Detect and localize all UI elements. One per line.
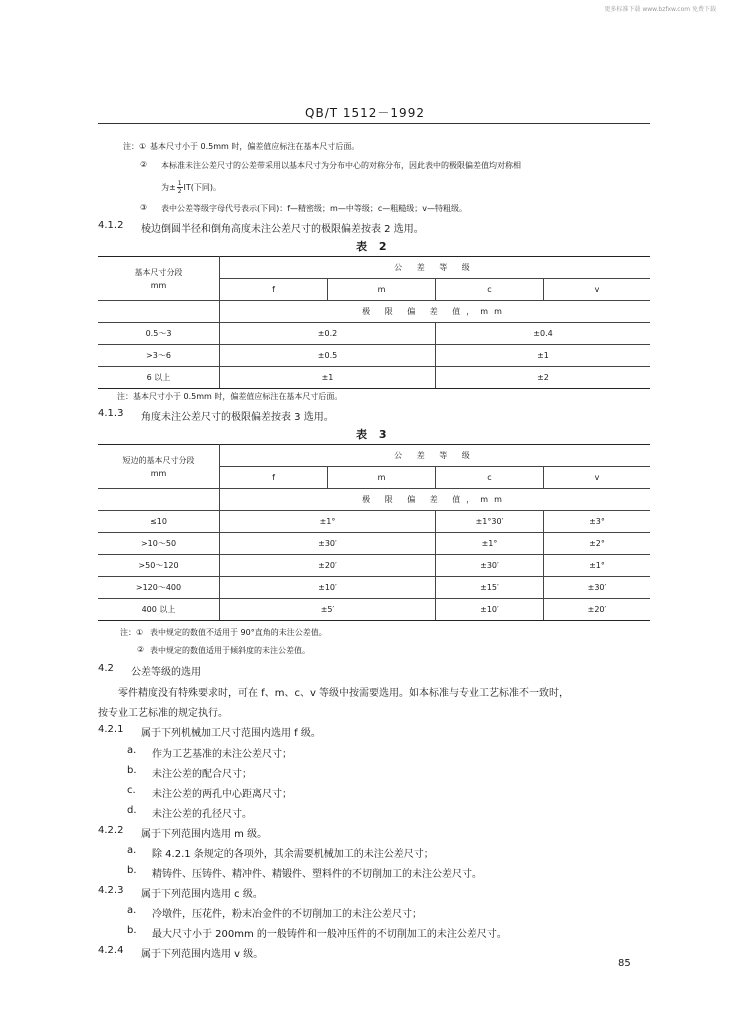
note-2: 本标准未注公差尺寸的公差带采用以基本尺寸为分布中心的对称分布，因此表中的极限偏差值均对称相 [161, 161, 521, 170]
one-half-fraction: $\frac{1}{2}$ [177, 180, 182, 195]
table-2-cv-value: ±0.4 [436, 323, 651, 345]
table-3-c-value: ±1° [436, 533, 544, 555]
table-3-range: >120～400 [98, 577, 220, 599]
section-4-2-3-number: 4.2.3 [98, 885, 124, 896]
table-3-v-value: ±30′ [544, 577, 651, 599]
list-item-marker: a. [127, 745, 137, 756]
table-3-grade-header: 公 差 等 级 [220, 445, 651, 467]
table-2 [98, 256, 650, 389]
section-4-1-3-number: 4.1.3 [98, 408, 124, 419]
header-rule [98, 123, 650, 124]
list-item: 精铸件、压铸件、精冲件、精锻件、塑料件的不切削加工的未注公差尺寸。 [152, 869, 482, 880]
table-3-fm-value: ±10′ [220, 577, 436, 599]
table-3-range: 400 以上 [98, 599, 220, 621]
table-3-note-2: 表中规定的数值适用于倾斜度的未注公差值。 [150, 646, 310, 655]
section-4-2-3-text: 属于下列范围内选用 c 级。 [141, 889, 263, 900]
list-item-marker: b. [127, 865, 137, 876]
table-3-note-1: 表中规定的数值不适用于 90°直角的未注公差值。 [150, 628, 327, 637]
section-4-2-1-text: 属于下列机械加工尺寸范围内选用 f 级。 [141, 728, 321, 739]
table-3-column-header: 短边的基本尺寸分段 mm [98, 445, 220, 489]
table-2-grade-header: 公 差 等 级 [220, 257, 651, 279]
section-4-2-title: 公差等级的选用 [131, 667, 201, 678]
note-2-marker: ② [140, 160, 148, 169]
list-item-marker: b. [127, 765, 137, 776]
section-4-1-3-text: 角度未注公差尺寸的极限偏差按表 3 选用。 [141, 412, 334, 423]
table-3-note-2-marker: ② [137, 645, 145, 654]
section-4-2-paragraph-line-2: 按专业工艺标准的规定执行。 [98, 708, 228, 719]
list-item: 除 4.2.1 条规定的各项外，其余需要机械加工的未注公差尺寸； [152, 849, 434, 860]
note-2-continued [161, 180, 221, 195]
table-3-grade-c: c [436, 467, 544, 489]
standard-number-header: QB/T 1512－1992 [305, 106, 425, 120]
table-3-v-value: ±20′ [544, 599, 651, 621]
table-2-grade-c: c [436, 279, 544, 301]
page-number: 85 [618, 958, 631, 969]
table-2-grade-v: v [544, 279, 651, 301]
note-1: 基本尺寸小于 0.5mm 时，偏差值应标注在基本尺寸后面。 [150, 142, 360, 151]
table-3-c-value: ±15′ [436, 577, 544, 599]
watermark: 更多标准下载 www.bzfxw.com 免费下载 [604, 6, 716, 13]
list-item-marker: a. [127, 905, 137, 916]
table-3-grade-f: f [220, 467, 328, 489]
table-2-range: 6 以上 [98, 367, 220, 389]
section-4-2-paragraph-line-1: 零件精度没有特殊要求时，可在 f、m、c、v 等级中按需要选用。如本标准与专业工艺标准不一致时， [118, 688, 570, 699]
table-2-cv-value: ±2 [436, 367, 651, 389]
section-4-1-2-number: 4.1.2 [98, 220, 124, 231]
table-2-range: 0.5～3 [98, 323, 220, 345]
section-4-1-2-text: 棱边倒圆半径和倒角高度未注公差尺寸的极限偏差按表 2 选用。 [141, 224, 424, 235]
table-2-empty-cell [98, 301, 220, 323]
section-4-2-2-number: 4.2.2 [98, 825, 124, 836]
table-2-fm-value: ±1 [220, 367, 436, 389]
table-2-fm-value: ±0.2 [220, 323, 436, 345]
table-2-fm-value: ±0.5 [220, 345, 436, 367]
table-3-caption: 表 3 [356, 428, 391, 441]
list-item: 冷墩件，压花件，粉末冶金件的不切削加工的未注公差尺寸； [152, 909, 422, 920]
table-2-caption: 表 2 [356, 240, 391, 253]
note-1-lead: 注：① [123, 142, 147, 151]
note-2-pre: 为± [161, 183, 176, 192]
table-2-grade-f: f [220, 279, 328, 301]
section-4-2-4-text: 属于下列范围内选用 v 级。 [141, 949, 264, 960]
table-2-column-header: 基本尺寸分段 mm [98, 257, 220, 301]
list-item: 未注公差的孔径尺寸。 [152, 809, 252, 820]
table-3-v-value: ±3° [544, 511, 651, 533]
table-2-grade-m: m [328, 279, 436, 301]
note-3-marker: ③ [140, 203, 148, 212]
section-4-2-4-number: 4.2.4 [98, 945, 124, 956]
list-item-marker: a. [127, 845, 137, 856]
table-3-fm-value: ±30′ [220, 533, 436, 555]
section-4-2-1-number: 4.2.1 [98, 724, 124, 735]
table-2-note: 注：基本尺寸小于 0.5mm 时，偏差值应标注在基本尺寸后面。 [117, 392, 343, 401]
table-3-fm-value: ±1° [220, 511, 436, 533]
table-3-empty-cell [98, 489, 220, 511]
table-3-grade-v: v [544, 467, 651, 489]
list-item-marker: c. [127, 785, 136, 796]
table-2-deviation-header: 极 限 偏 差 值，mm [220, 301, 651, 323]
list-item: 最大尺寸小于 200mm 的一般铸件和一般冲压件的不切削加工的未注公差尺寸。 [152, 929, 507, 940]
list-item: 未注公差的配合尺寸； [152, 769, 252, 780]
note-3: 表中公差等级字母代号表示(下同)：f—精密级；m—中等级；c—粗糙级；v—特粗级。 [161, 204, 467, 213]
table-3-v-value: ±2° [544, 533, 651, 555]
table-3-c-value: ±10′ [436, 599, 544, 621]
table-3-range: >10～50 [98, 533, 220, 555]
section-4-2-number: 4.2 [98, 663, 114, 674]
table-3-fm-value: ±20′ [220, 555, 436, 577]
note-2-post: IT(下同)。 [183, 183, 222, 192]
list-item-marker: b. [127, 925, 137, 936]
table-3 [98, 444, 650, 621]
table-3-range: >50～120 [98, 555, 220, 577]
list-item: 作为工艺基准的未注公差尺寸； [152, 749, 292, 760]
table-3-range: ≤10 [98, 511, 220, 533]
table-3-note-1-lead: 注：① [120, 628, 144, 637]
table-2-cv-value: ±1 [436, 345, 651, 367]
table-3-deviation-header: 极 限 偏 差 值，mm [220, 489, 651, 511]
table-3-v-value: ±1° [544, 555, 651, 577]
section-4-2-2-text: 属于下列范围内选用 m 级。 [141, 829, 268, 840]
table-3-fm-value: ±5′ [220, 599, 436, 621]
list-item-marker: d. [127, 805, 137, 816]
table-3-c-value: ±1°30′ [436, 511, 544, 533]
table-3-c-value: ±30′ [436, 555, 544, 577]
table-3-grade-m: m [328, 467, 436, 489]
list-item: 未注公差的两孔中心距离尺寸； [152, 789, 292, 800]
table-2-range: >3～6 [98, 345, 220, 367]
